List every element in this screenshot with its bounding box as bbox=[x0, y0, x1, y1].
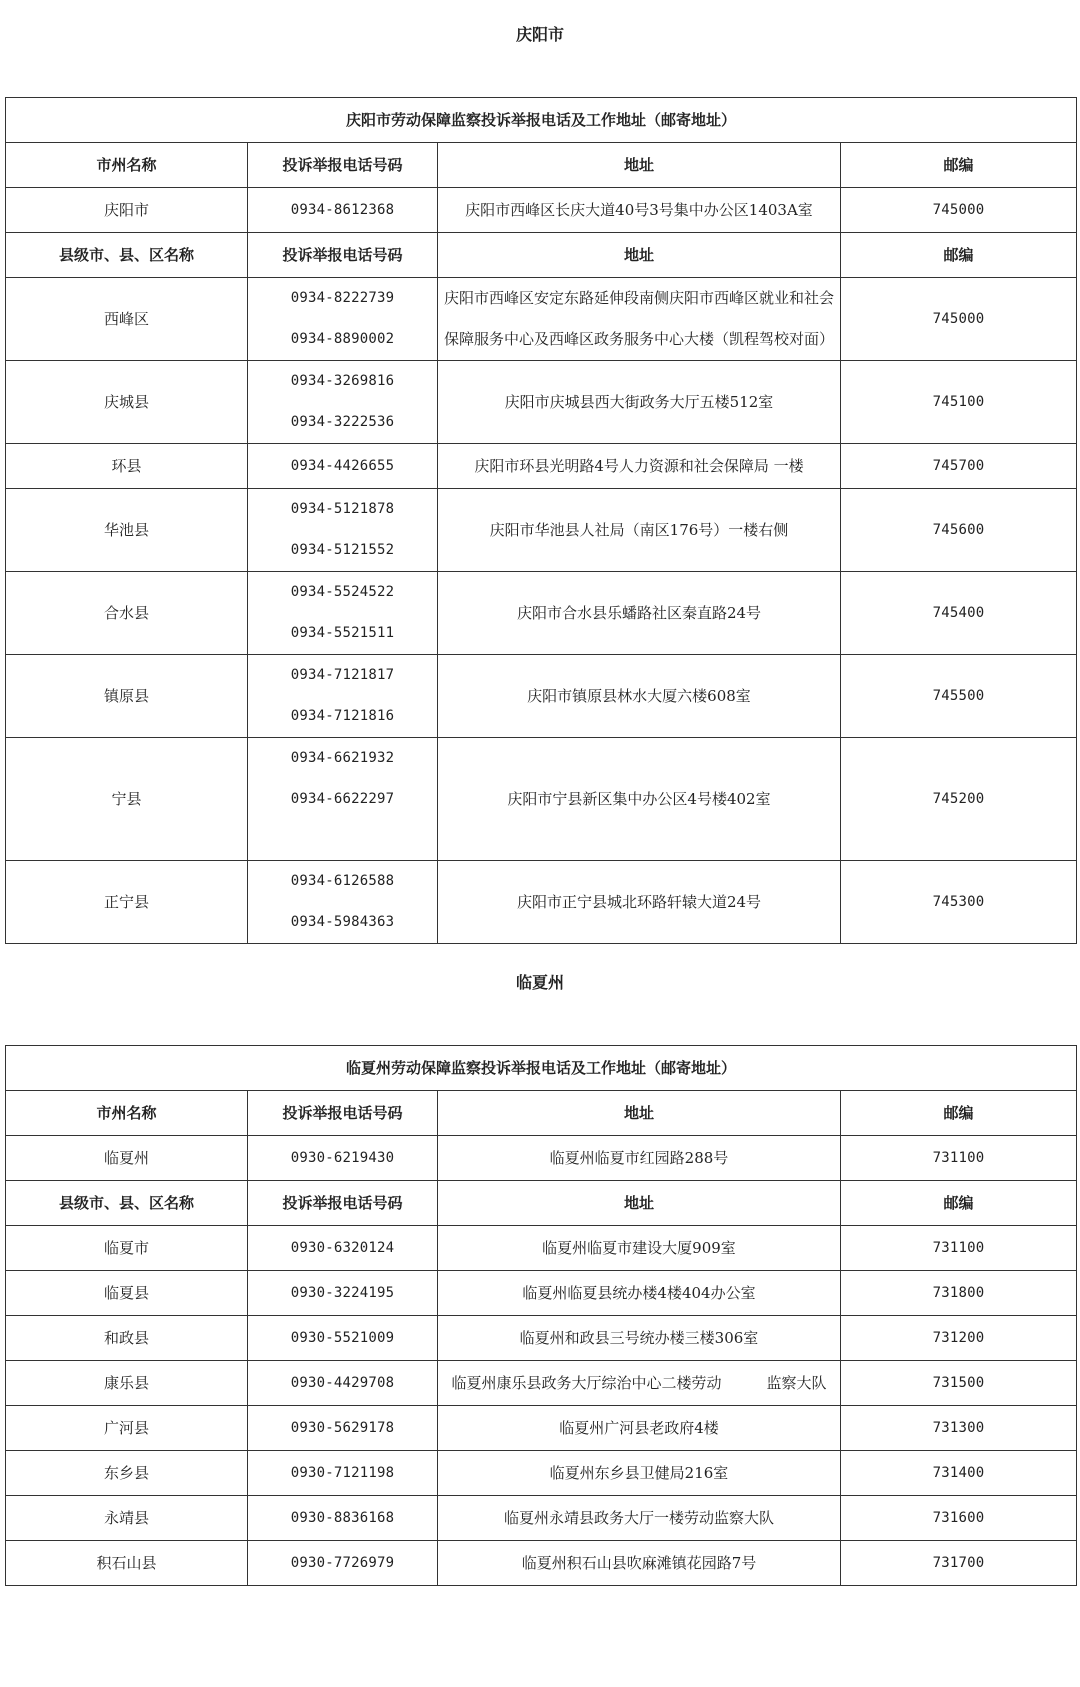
region-name: 永靖县 bbox=[6, 1496, 248, 1541]
postcode: 745300 bbox=[841, 861, 1077, 944]
phone-cell bbox=[248, 1406, 438, 1451]
phone-number: 0934-8890002 bbox=[290, 331, 395, 347]
column-header: 邮编 bbox=[841, 1091, 1077, 1136]
column-header: 投诉举报电话号码 bbox=[248, 1181, 438, 1226]
postcode: 745500 bbox=[841, 655, 1077, 738]
region-name: 东乡县 bbox=[6, 1451, 248, 1496]
column-header: 地址 bbox=[438, 1091, 841, 1136]
phone-number: 0930-3224195 bbox=[290, 1285, 395, 1301]
phone-number: 0930-6320124 bbox=[290, 1240, 395, 1256]
address: 临夏州临夏县统办楼4楼404办公室 bbox=[438, 1271, 841, 1316]
phone-cell bbox=[248, 572, 438, 655]
phone-number: 0934-7121817 bbox=[290, 667, 395, 683]
region-name: 华池县 bbox=[6, 489, 248, 572]
section-heading-linxia: 临夏州 bbox=[515, 973, 564, 992]
address: 临夏州东乡县卫健局216室 bbox=[438, 1451, 841, 1496]
address: 临夏州临夏市建设大厦909室 bbox=[438, 1226, 841, 1271]
phone-number: 0934-6622297 bbox=[290, 791, 395, 807]
column-header: 县级市、县、区名称 bbox=[6, 233, 248, 278]
table-row bbox=[6, 278, 1077, 361]
phone-number: 0934-6126588 bbox=[290, 873, 395, 889]
phone-cell bbox=[248, 1316, 438, 1361]
county-header-row bbox=[6, 1181, 1077, 1226]
address: 临夏州和政县三号统办楼三楼306室 bbox=[438, 1316, 841, 1361]
city-header-row bbox=[6, 1091, 1077, 1136]
region-name: 临夏州 bbox=[6, 1136, 248, 1181]
column-header: 投诉举报电话号码 bbox=[248, 233, 438, 278]
phone-cell bbox=[248, 444, 438, 489]
phone-number: 0930-5629178 bbox=[290, 1420, 395, 1436]
column-header: 投诉举报电话号码 bbox=[248, 143, 438, 188]
table-title-row bbox=[6, 98, 1077, 143]
postcode: 731600 bbox=[841, 1496, 1077, 1541]
phone-cell bbox=[248, 1136, 438, 1181]
region-name: 康乐县 bbox=[6, 1361, 248, 1406]
phone-number: 0934-3269816 bbox=[290, 373, 395, 389]
region-name: 镇原县 bbox=[6, 655, 248, 738]
column-header: 地址 bbox=[438, 143, 841, 188]
table-row bbox=[6, 1226, 1077, 1271]
column-header: 县级市、县、区名称 bbox=[6, 1181, 248, 1226]
region-name: 临夏县 bbox=[6, 1271, 248, 1316]
column-header: 邮编 bbox=[841, 143, 1077, 188]
table-row bbox=[6, 572, 1077, 655]
phone-cell bbox=[248, 188, 438, 233]
phone-cell bbox=[248, 361, 438, 444]
postcode: 731400 bbox=[841, 1451, 1077, 1496]
address: 庆阳市华池县人社局（南区176号）一楼右侧 bbox=[438, 489, 841, 572]
table-row bbox=[6, 655, 1077, 738]
linxia-table bbox=[5, 1045, 1077, 1586]
city-row bbox=[6, 1136, 1077, 1181]
postcode: 745700 bbox=[841, 444, 1077, 489]
phone-number: 0934-8222739 bbox=[290, 290, 395, 306]
region-name: 庆城县 bbox=[6, 361, 248, 444]
column-header: 邮编 bbox=[841, 1181, 1077, 1226]
column-header: 地址 bbox=[438, 1181, 841, 1226]
postcode: 745400 bbox=[841, 572, 1077, 655]
postcode: 745600 bbox=[841, 489, 1077, 572]
column-header: 市州名称 bbox=[6, 1091, 248, 1136]
phone-cell bbox=[248, 1271, 438, 1316]
table-row bbox=[6, 1496, 1077, 1541]
phone-number: 0934-5521511 bbox=[290, 625, 395, 641]
table-row bbox=[6, 738, 1077, 861]
postcode: 745000 bbox=[841, 188, 1077, 233]
address: 庆阳市合水县乐蟠路社区秦直路24号 bbox=[438, 572, 841, 655]
region-name: 积石山县 bbox=[6, 1541, 248, 1586]
address: 庆阳市西峰区安定东路延伸段南侧庆阳市西峰区就业和社会保障服务中心及西峰区政务服务中心大楼（凯程驾校对面） bbox=[438, 278, 841, 361]
table-title-row bbox=[6, 1046, 1077, 1091]
city-row bbox=[6, 188, 1077, 233]
address: 庆阳市庆城县西大街政务大厅五楼512室 bbox=[438, 361, 841, 444]
qingyang-table bbox=[5, 97, 1077, 944]
phone-number: 0930-7121198 bbox=[290, 1465, 395, 1481]
region-name: 环县 bbox=[6, 444, 248, 489]
table-row bbox=[6, 861, 1077, 944]
table-row bbox=[6, 444, 1077, 489]
phone-number: 0934-8612368 bbox=[290, 202, 395, 218]
phone-number: 0934-5524522 bbox=[290, 584, 395, 600]
phone-number: 0930-4429708 bbox=[290, 1375, 395, 1391]
phone-number: 0930-8836168 bbox=[290, 1510, 395, 1526]
city-header-row bbox=[6, 143, 1077, 188]
phone-cell bbox=[248, 738, 438, 861]
phone-cell bbox=[248, 1361, 438, 1406]
county-header-row bbox=[6, 233, 1077, 278]
phone-number: 0934-3222536 bbox=[290, 414, 395, 430]
address: 临夏州广河县老政府4楼 bbox=[438, 1406, 841, 1451]
phone-number: 0934-5121878 bbox=[290, 501, 395, 517]
address: 庆阳市西峰区长庆大道40号3号集中办公区1403A室 bbox=[438, 188, 841, 233]
postcode: 731100 bbox=[841, 1226, 1077, 1271]
column-header: 市州名称 bbox=[6, 143, 248, 188]
phone-cell bbox=[248, 861, 438, 944]
address: 临夏州康乐县政务大厅综治中心二楼劳动 监察大队 bbox=[438, 1361, 841, 1406]
postcode: 731800 bbox=[841, 1271, 1077, 1316]
address: 庆阳市正宁县城北环路轩辕大道24号 bbox=[438, 861, 841, 944]
table-row bbox=[6, 1316, 1077, 1361]
table-row bbox=[6, 1271, 1077, 1316]
phone-number: 0934-7121816 bbox=[290, 708, 395, 724]
column-header: 邮编 bbox=[841, 233, 1077, 278]
phone-number: 0930-7726979 bbox=[290, 1555, 395, 1571]
table-title: 临夏州劳动保障监察投诉举报电话及工作地址（邮寄地址） bbox=[6, 1046, 1077, 1091]
phone-number: 0934-5984363 bbox=[290, 914, 395, 930]
address: 庆阳市镇原县林水大厦六楼608室 bbox=[438, 655, 841, 738]
postcode: 731200 bbox=[841, 1316, 1077, 1361]
postcode: 731100 bbox=[841, 1136, 1077, 1181]
address: 庆阳市环县光明路4号人力资源和社会保障局 一楼 bbox=[438, 444, 841, 489]
table-row bbox=[6, 1406, 1077, 1451]
address: 临夏州积石山县吹麻滩镇花园路7号 bbox=[438, 1541, 841, 1586]
address: 庆阳市宁县新区集中办公区4号楼402室 bbox=[438, 738, 841, 861]
address: 临夏州永靖县政务大厅一楼劳动监察大队 bbox=[438, 1496, 841, 1541]
region-name: 宁县 bbox=[6, 738, 248, 861]
postcode: 731300 bbox=[841, 1406, 1077, 1451]
table-row bbox=[6, 361, 1077, 444]
region-name: 广河县 bbox=[6, 1406, 248, 1451]
phone-cell bbox=[248, 1451, 438, 1496]
phone-number: 0934-4426655 bbox=[290, 458, 395, 474]
phone-number: 0930-5521009 bbox=[290, 1330, 395, 1346]
phone-cell bbox=[248, 489, 438, 572]
table-row bbox=[6, 1541, 1077, 1586]
region-name: 和政县 bbox=[6, 1316, 248, 1361]
column-header: 地址 bbox=[438, 233, 841, 278]
region-name: 正宁县 bbox=[6, 861, 248, 944]
phone-cell bbox=[248, 1541, 438, 1586]
postcode: 731700 bbox=[841, 1541, 1077, 1586]
region-name: 庆阳市 bbox=[6, 188, 248, 233]
table-title: 庆阳市劳动保障监察投诉举报电话及工作地址（邮寄地址） bbox=[6, 98, 1077, 143]
region-name: 临夏市 bbox=[6, 1226, 248, 1271]
postcode: 745200 bbox=[841, 738, 1077, 861]
table-row bbox=[6, 489, 1077, 572]
postcode: 745000 bbox=[841, 278, 1077, 361]
table-row bbox=[6, 1451, 1077, 1496]
phone-cell bbox=[248, 1496, 438, 1541]
section-heading-qingyang: 庆阳市 bbox=[515, 25, 564, 44]
region-name: 西峰区 bbox=[6, 278, 248, 361]
column-header: 投诉举报电话号码 bbox=[248, 1091, 438, 1136]
phone-cell bbox=[248, 1226, 438, 1271]
table-row bbox=[6, 1361, 1077, 1406]
address: 临夏州临夏市红园路288号 bbox=[438, 1136, 841, 1181]
phone-number: 0934-5121552 bbox=[290, 542, 395, 558]
postcode: 731500 bbox=[841, 1361, 1077, 1406]
phone-number: 0930-6219430 bbox=[290, 1150, 395, 1166]
phone-cell bbox=[248, 655, 438, 738]
phone-number: 0934-6621932 bbox=[290, 750, 395, 766]
postcode: 745100 bbox=[841, 361, 1077, 444]
region-name: 合水县 bbox=[6, 572, 248, 655]
phone-cell bbox=[248, 278, 438, 361]
